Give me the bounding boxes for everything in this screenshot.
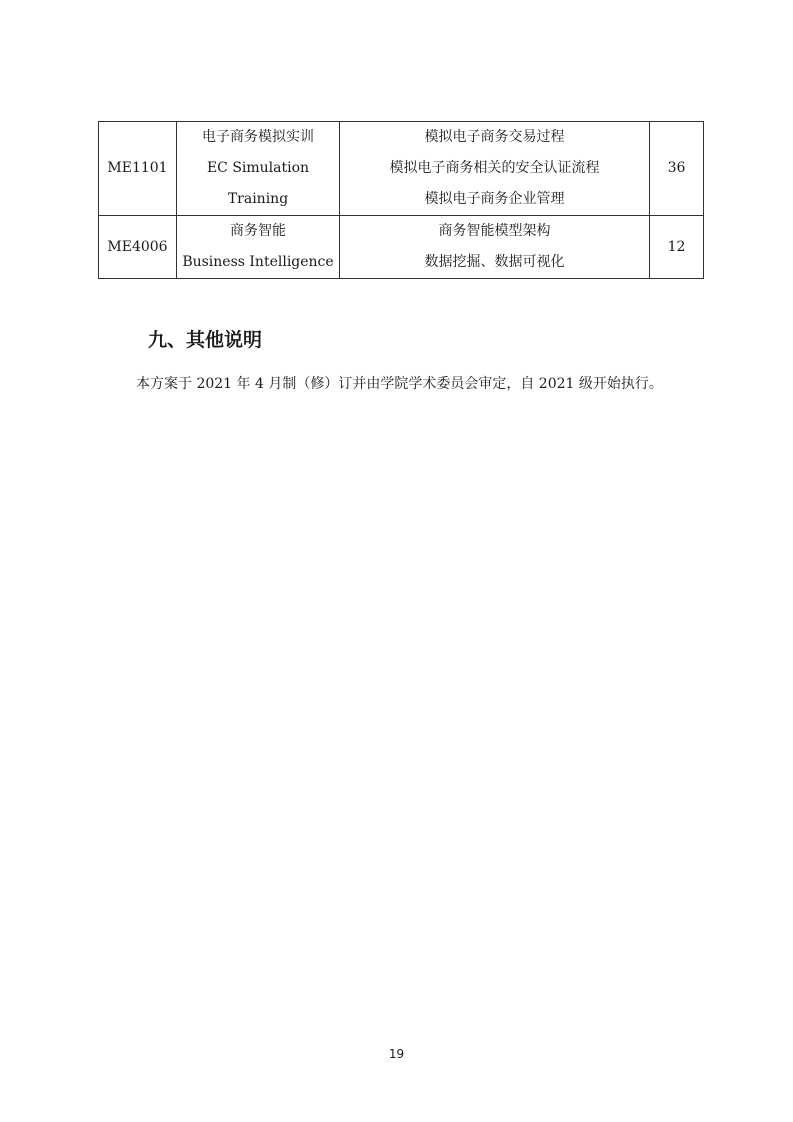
course-code: ME1101 [99,122,177,216]
course-content [340,216,650,279]
course-content-line: 数据挖掘、数据可视化 [424,254,565,270]
course-hours: 12 [650,216,704,279]
course-name-line: Business Intelligence [182,254,334,270]
course-content-line: 模拟电子商务交易过程 [424,129,565,145]
course-hours: 36 [650,122,704,216]
course-name-line: 商务智能 [230,223,286,239]
course-name [177,122,340,216]
table-row [99,216,704,279]
course-table [98,121,704,279]
section-heading: 九、其他说明 [148,329,263,351]
course-code: ME4006 [99,216,177,279]
course-name-line: Training [227,191,289,207]
course-content-line: 模拟电子商务企业管理 [424,191,565,207]
course-content-line: 商务智能模型架构 [438,223,551,239]
course-name-line: EC Simulation [206,160,310,176]
page-number: 19 [388,1047,405,1061]
course-name [177,216,340,279]
table-row [99,122,704,216]
section-paragraph: 本方案于 2021 年 4 月制（修）订并由学院学术委员会审定，自 2021 级开始执行。 [136,376,663,392]
course-content-line: 模拟电子商务相关的安全认证流程 [389,160,600,176]
course-name-line: 电子商务模拟实训 [202,129,314,145]
course-content [340,122,650,216]
